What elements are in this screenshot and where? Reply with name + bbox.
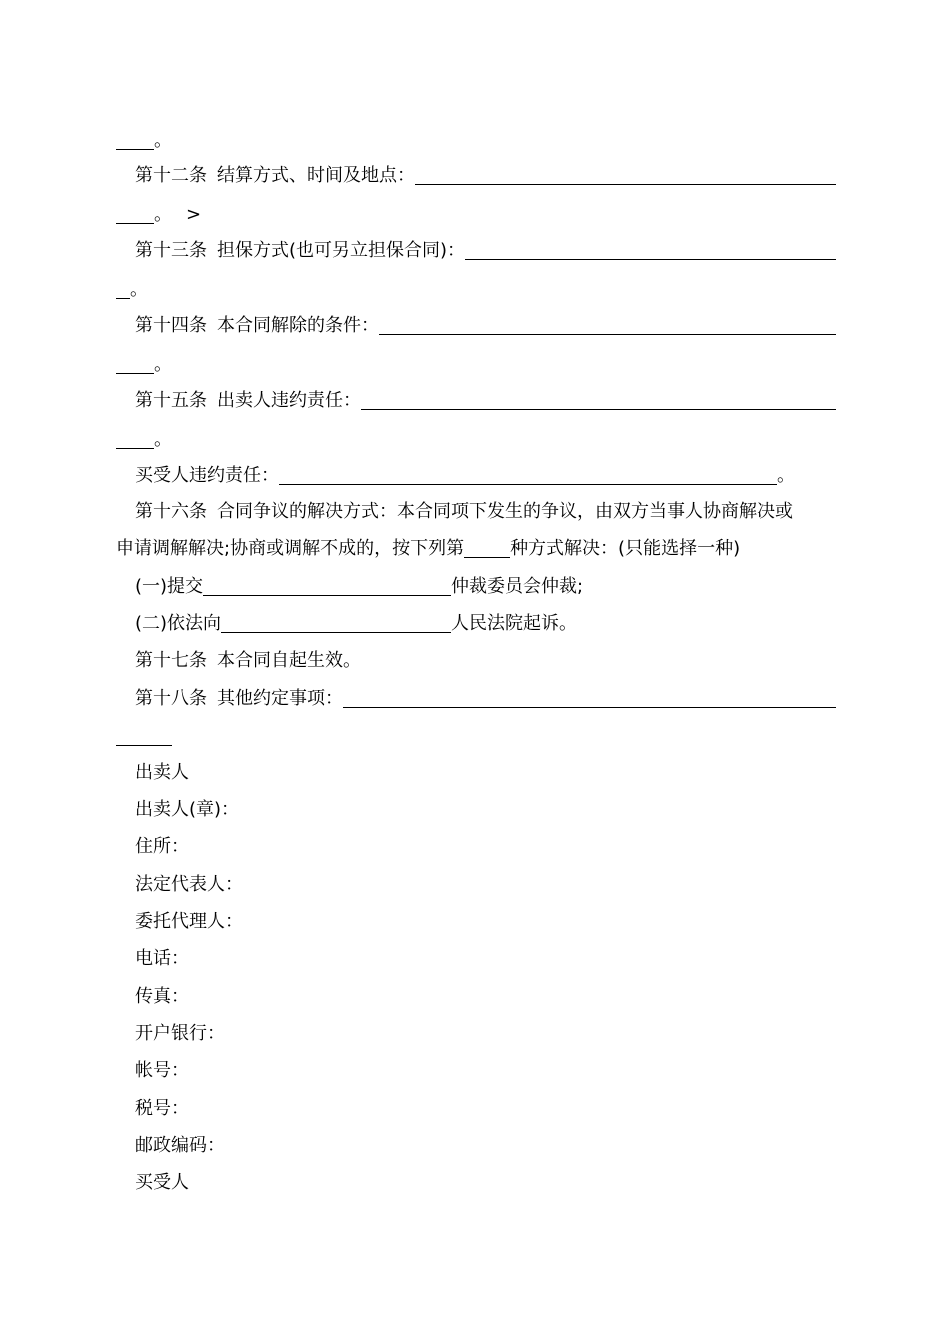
article-16-line-2: 申请调解解决;协商或调解不成的，按下列第 种方式解决：(只能选择一种) [116, 538, 741, 559]
field-fax: 传真： [135, 986, 189, 1007]
article-15 [135, 388, 836, 414]
continuation-line-5: 。 [116, 427, 836, 453]
article-14 [135, 313, 836, 339]
continuation-line-3: 。 [116, 277, 836, 303]
blank-line [116, 129, 154, 150]
article-text: 本合同自起生效。 [217, 650, 361, 671]
article-text: 担保方式(也可另立担保合同)： [217, 240, 466, 261]
article-text: 本合同解除的条件： [217, 315, 379, 336]
option-1: (一)提交 仲裁委员会仲裁; [135, 576, 584, 597]
blank-line [116, 353, 154, 374]
chevron-mark: > [186, 204, 202, 225]
field-address: 住所： [135, 836, 189, 857]
field-buyer: 买受人 [135, 1172, 189, 1193]
blank-line [203, 575, 451, 596]
blank-line [221, 612, 451, 633]
article-18 [135, 686, 836, 712]
article-text: 其他约定事项： [217, 688, 343, 709]
article-text: 买受人违约责任： [135, 465, 279, 486]
blank-line [465, 239, 836, 260]
blank-line [116, 428, 154, 449]
article-text: 合同争议的解决方式：本合同项下发生的争议，由双方当事人协商解决或 [217, 501, 793, 522]
blank-line [116, 278, 130, 299]
field-seller: 出卖人 [135, 762, 189, 783]
article-number: 第十二条 [135, 165, 207, 186]
article-number: 第十三条 [135, 240, 207, 261]
article-number: 第十五条 [135, 390, 207, 411]
article-12 [135, 163, 836, 189]
article-17 [135, 648, 836, 674]
buyer-liability: 买受人违约责任： 。 [135, 463, 836, 489]
article-text: 结算方式、时间及地点： [217, 165, 415, 186]
continuation-line-4: 。 [116, 352, 836, 378]
continuation-line-2: 。 > [116, 202, 836, 228]
option-2: (二)依法向 人民法院起诉。 [135, 613, 578, 634]
field-phone: 电话： [135, 948, 189, 969]
blank-line [116, 725, 172, 746]
article-text: 出卖人违约责任： [217, 390, 361, 411]
continuation-line-1: 。 [116, 128, 836, 154]
article-13 [135, 238, 836, 264]
continuation-line-6 [116, 724, 836, 750]
article-16 [135, 499, 836, 525]
field-legal-representative: 法定代表人： [135, 874, 243, 895]
blank-line [279, 464, 777, 485]
article-number: 第十八条 [135, 688, 207, 709]
blank-line [379, 314, 836, 335]
field-seller-seal: 出卖人(章)： [135, 799, 240, 820]
blank-line [361, 389, 836, 410]
blank-line [464, 537, 510, 558]
field-account: 帐号： [135, 1060, 189, 1081]
field-agent: 委托代理人： [135, 911, 243, 932]
article-number: 第十六条 [135, 501, 207, 522]
blank-line [343, 687, 836, 708]
field-bank: 开户银行： [135, 1023, 225, 1044]
field-postal-code: 邮政编码： [135, 1135, 225, 1156]
blank-line [415, 164, 836, 185]
article-number: 第十七条 [135, 650, 207, 671]
article-number: 第十四条 [135, 315, 207, 336]
blank-line [116, 203, 154, 224]
field-tax-number: 税号： [135, 1098, 189, 1119]
